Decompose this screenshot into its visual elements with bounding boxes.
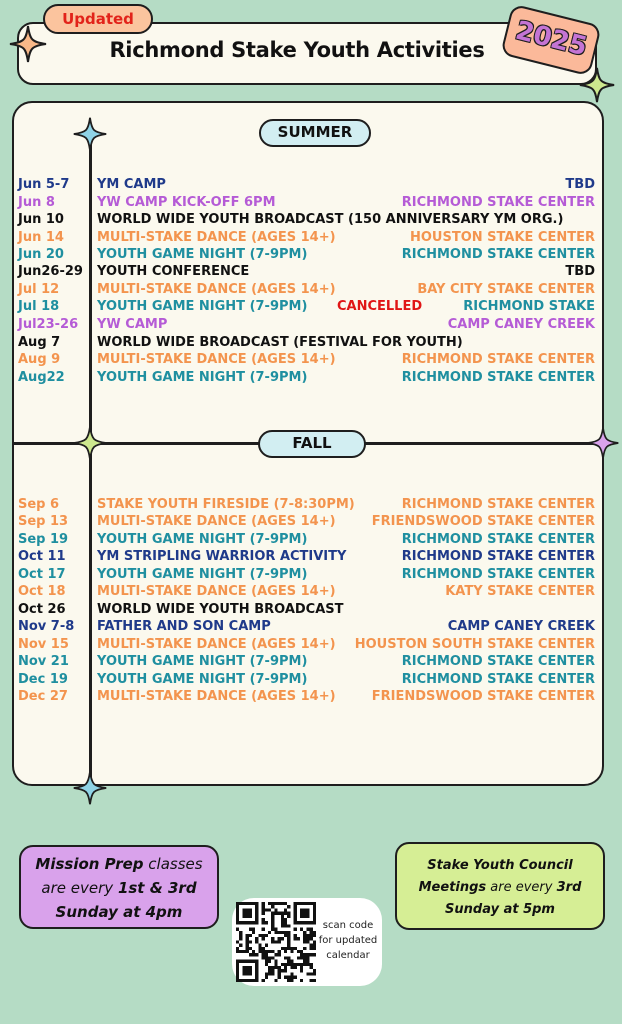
sparkle-purple-icon (586, 426, 620, 460)
event-location: RICHMOND STAKE CENTER (401, 672, 595, 687)
event-location: TBD (565, 177, 595, 192)
event-date: Jul23-26 (18, 317, 79, 332)
event-date: Jun 14 (18, 230, 64, 245)
event-name: MULTI-STAKE DANCE (AGES 14+) (97, 230, 336, 245)
event-location: RICHMOND STAKE CENTER (401, 352, 595, 367)
event-date: Oct 11 (18, 549, 66, 564)
event-location: FRIENDSWOOD STAKE CENTER (371, 514, 595, 529)
event-row (0, 567, 622, 585)
event-name: YM STRIPLING WARRIOR ACTIVITY (97, 549, 347, 564)
event-date: Jul 12 (18, 282, 60, 297)
event-date: Sep 19 (18, 532, 69, 547)
mission-prep-title: Mission Prep (35, 855, 144, 873)
event-name: MULTI-STAKE DANCE (AGES 14+) (97, 689, 336, 704)
event-row (0, 177, 622, 195)
event-date: Oct 17 (18, 567, 66, 582)
event-name: MULTI-STAKE DANCE (AGES 14+) (97, 584, 336, 599)
event-name: FATHER AND SON CAMP (97, 619, 271, 634)
event-row (0, 282, 622, 300)
qr-caption (316, 918, 380, 963)
event-location: HOUSTON SOUTH STAKE CENTER (354, 637, 595, 652)
youth-council-note (395, 842, 605, 930)
event-date: Dec 27 (18, 689, 68, 704)
event-date: Dec 19 (18, 672, 68, 687)
event-location: RICHMOND STAKE CENTER (401, 654, 595, 669)
updated-badge: Updated (43, 4, 153, 34)
event-name: MULTI-STAKE DANCE (AGES 14+) (97, 282, 336, 297)
event-name: MULTI-STAKE DANCE (AGES 14+) (97, 637, 336, 652)
mission-prep-text: are every (41, 879, 118, 897)
council-week: 3rd (556, 880, 582, 895)
event-date: Sep 13 (18, 514, 69, 529)
event-name: STAKE YOUTH FIRESIDE (7-8:30PM) (97, 497, 355, 512)
council-text: are every (486, 880, 557, 895)
page-title: Richmond Stake Youth Activities (109, 38, 485, 62)
section-label-summer: SUMMER (259, 119, 371, 147)
event-location: CAMP CANEY CREEK (447, 317, 595, 332)
event-row (0, 299, 622, 317)
event-row (0, 619, 622, 637)
event-row (0, 370, 622, 388)
event-name: YOUTH GAME NIGHT (7-9PM) (97, 247, 308, 262)
event-row (0, 532, 622, 550)
event-location: RICHMOND STAKE CENTER (401, 497, 595, 512)
event-row (0, 549, 622, 567)
event-row (0, 497, 622, 515)
event-row (0, 584, 622, 602)
event-date: Jun26-29 (18, 264, 83, 279)
event-date: Oct 26 (18, 602, 66, 617)
event-name: YOUTH CONFERENCE (97, 264, 250, 279)
event-date: Jun 20 (18, 247, 64, 262)
event-location: HOUSTON STAKE CENTER (410, 230, 595, 245)
sparkle-green-icon (578, 66, 616, 104)
mission-prep-time: Sunday at 4pm (55, 903, 183, 921)
event-location: CAMP CANEY CREEK (447, 619, 595, 634)
event-date: Aug 7 (18, 335, 61, 350)
event-row (0, 352, 622, 370)
event-location: RICHMOND STAKE CENTER (401, 567, 595, 582)
event-date: Nov 7-8 (18, 619, 75, 634)
sparkle-blue-icon (72, 116, 108, 152)
event-name: YW CAMP (97, 317, 168, 332)
event-name: YOUTH GAME NIGHT (7-9PM) (97, 532, 308, 547)
sparkle-green-icon (72, 425, 108, 461)
council-meetings: Meetings (418, 880, 487, 895)
sparkle-orange-icon (8, 24, 48, 64)
event-name: MULTI-STAKE DANCE (AGES 14+) (97, 514, 336, 529)
qr-code-icon[interactable] (236, 902, 316, 982)
qr-caption-line: scan code (322, 920, 374, 931)
event-name: YOUTH GAME NIGHT (7-9PM) (97, 299, 308, 314)
council-time: Sunday at 5pm (445, 902, 555, 917)
event-date: Jun 5-7 (18, 177, 70, 192)
event-name: YW CAMP KICK-OFF 6PM (97, 195, 276, 210)
event-name: YOUTH GAME NIGHT (7-9PM) (97, 370, 308, 385)
event-row (0, 672, 622, 690)
event-row (0, 264, 622, 282)
event-name: MULTI-STAKE DANCE (AGES 14+) (97, 352, 336, 367)
council-title: Stake Youth Council (427, 858, 573, 873)
event-location: RICHMOND STAKE (463, 299, 595, 314)
event-location: RICHMOND STAKE CENTER (401, 532, 595, 547)
event-date: Aug22 (18, 370, 65, 385)
event-row (0, 247, 622, 265)
event-location: RICHMOND STAKE CENTER (401, 370, 595, 385)
event-date: Nov 21 (18, 654, 69, 669)
event-row (0, 637, 622, 655)
event-date: Jun 10 (18, 212, 64, 227)
event-row (0, 654, 622, 672)
event-name: YOUTH GAME NIGHT (7-9PM) (97, 654, 308, 669)
year-badge: 2025 (500, 4, 602, 77)
event-date: Oct 18 (18, 584, 66, 599)
event-location: RICHMOND STAKE CENTER (401, 195, 595, 210)
event-row (0, 195, 622, 213)
event-date: Sep 6 (18, 497, 60, 512)
mission-prep-weeks: 1st & 3rd (117, 879, 197, 897)
event-location: KATY STAKE CENTER (445, 584, 595, 599)
event-row (0, 335, 622, 353)
event-name: WORLD WIDE YOUTH BROADCAST (150 ANNIVERSARY YM ORG.) (97, 212, 564, 227)
event-name: WORLD WIDE BROADCAST (FESTIVAL FOR YOUTH) (97, 335, 463, 350)
event-row (0, 602, 622, 620)
event-location: RICHMOND STAKE CENTER (401, 549, 595, 564)
section-label-fall: FALL (258, 430, 366, 458)
event-row (0, 514, 622, 532)
event-date: Aug 9 (18, 352, 61, 367)
event-date: Jul 18 (18, 299, 60, 314)
event-date: Jun 8 (18, 195, 55, 210)
sparkle-blue-icon (72, 770, 108, 806)
event-row (0, 230, 622, 248)
event-location: RICHMOND STAKE CENTER (401, 247, 595, 262)
mission-prep-text: classes (143, 855, 203, 873)
qr-caption-line: for updated (318, 935, 378, 946)
event-name: YOUTH GAME NIGHT (7-9PM) (97, 567, 308, 582)
event-date: Nov 15 (18, 637, 69, 652)
event-row (0, 317, 622, 335)
event-row (0, 212, 622, 230)
event-name: YOUTH GAME NIGHT (7-9PM) (97, 672, 308, 687)
event-name: YM CAMP (97, 177, 166, 192)
cancelled-label: CANCELLED (337, 299, 423, 314)
qr-caption-line: calendar (326, 950, 370, 961)
event-location: BAY CITY STAKE CENTER (417, 282, 595, 297)
event-row (0, 689, 622, 707)
event-name: WORLD WIDE YOUTH BROADCAST (97, 602, 344, 617)
event-location: FRIENDSWOOD STAKE CENTER (371, 689, 595, 704)
mission-prep-note (19, 845, 219, 929)
event-location: TBD (565, 264, 595, 279)
